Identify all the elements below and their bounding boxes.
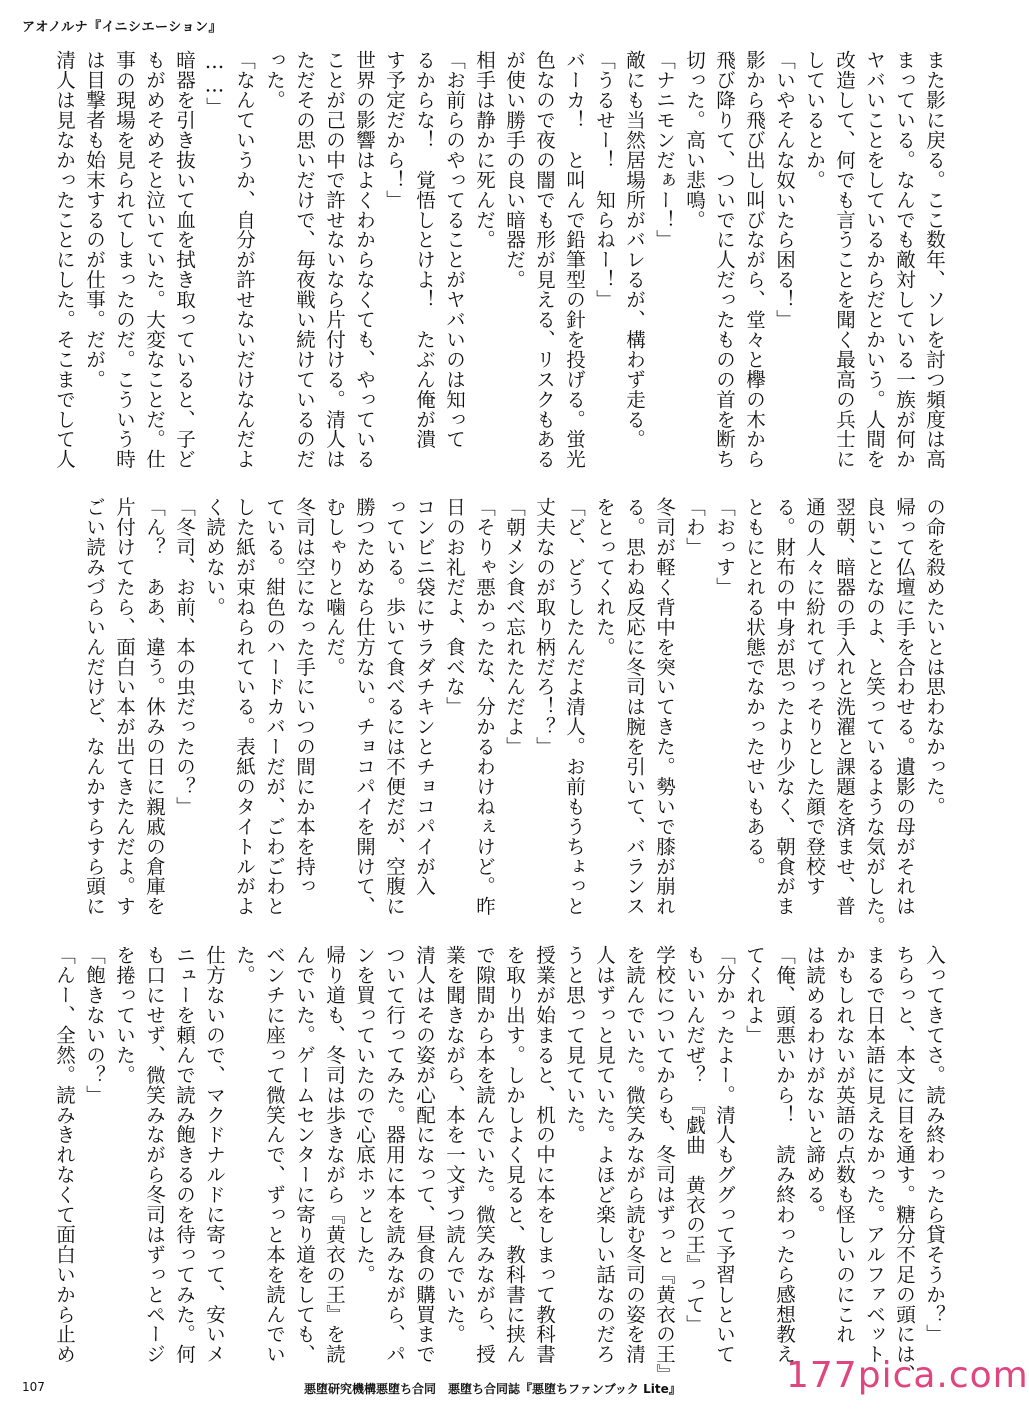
text-column: 飛び降りて、ついでに人だったものの首を断ち	[713, 50, 736, 469]
text-column: 「おっす」	[713, 497, 736, 597]
text-column: 敵にも当然居場所がバレるが、構わず走る。	[623, 50, 646, 449]
text-column: 冬司が軽く背中を突いてきた。勢いで膝が崩れ	[653, 497, 676, 916]
text-column: ごい読みづらいんだけど、なんかすらすら頭に	[83, 497, 106, 916]
text-column: もがめそめそと泣いていた。大変なことだ。仕	[143, 50, 166, 469]
text-column: は読めるわけがないと諦める。	[803, 945, 826, 1225]
text-column: 相手は静かに死んだ。	[473, 50, 496, 250]
text-column: 「飽きないの？」	[83, 945, 106, 1105]
page-number: 107	[22, 1380, 45, 1394]
text-column: んでいた。ゲームセンターに寄り道をしても、	[293, 945, 316, 1364]
text-column: 学校についてからも、冬司はずっと『黄衣の王』	[653, 945, 676, 1384]
text-column: 「俺、頭悪いから！ 読み終わったら感想教え	[773, 945, 796, 1364]
text-column: した紙が束ねられている。表紙のタイトルがよ	[233, 497, 256, 916]
text-column: 世界の影響はよくわからなくても、やっている	[353, 50, 376, 469]
text-column: 「わ」	[683, 497, 706, 557]
text-column: る。思わぬ反応に冬司は腕を引いて、バランス	[623, 497, 646, 916]
text-column: 通の人々に紛れてげっそりとした顔で登校す	[803, 497, 826, 896]
text-column: が使い勝手の良い暗器だ。	[503, 50, 526, 290]
text-column: ている。紺色のハードカバーだが、ごわごわと	[263, 497, 286, 916]
text-column: まっている。なんでも敵対している一族が何か	[893, 50, 916, 469]
text-column: た。	[233, 945, 256, 985]
text-column: 入ってきてさ。読み終わったら貸そうか？」	[923, 945, 946, 1344]
text-column: バーカ！ と叫んで鉛筆型の針を投げる。蛍光	[563, 50, 586, 469]
text-column: むしゃりと噛んだ。	[323, 497, 346, 677]
text-column: の命を殺めたいとは思わなかった。	[923, 497, 946, 817]
text-column: す予定だから！」	[383, 50, 406, 210]
text-column: 清人は見なかったことにした。そこまでして人	[53, 50, 76, 469]
text-column: 色なので夜の闇でも形が見える、リスクもある	[533, 50, 556, 469]
text-column: まるで日本語に見えなかった。アルファベット	[863, 945, 886, 1364]
text-column: ついて行ってみた。器用に本を読みながら、パ	[383, 945, 406, 1364]
text-column: ンを買っていたので心底ホッとした。	[353, 945, 376, 1285]
text-column: は目撃者も始末するのが仕事。だが。	[83, 50, 106, 390]
text-column: 「いやそんな奴いたら困る！」	[773, 50, 796, 330]
text-column: 「ど、どうしたんだよ清人。お前もうちょっと	[563, 497, 586, 916]
text-column: 切った。高い悲鳴。	[683, 50, 706, 230]
text-column: 片付けてたら、面白い本が出てきたんだよ。す	[113, 497, 136, 916]
text-column: また影に戻る。ここ数年、ソレを討つ頻度は高	[923, 50, 946, 469]
text-column: 事の現場を見られてしまったのだ。こういう時	[113, 50, 136, 469]
text-column: 「ん？ ああ、違う。休みの日に親戚の倉庫を	[143, 497, 166, 916]
text-column: っている。歩いて食べるには不便だが、空腹に	[383, 497, 406, 916]
text-column: しているとか。	[803, 50, 826, 190]
text-column: ヤバいことをしているからだとかいう。人間を	[863, 50, 886, 469]
text-column: 「うるせー！ 知らねー！」	[593, 50, 616, 310]
text-tier-middle	[44, 497, 946, 936]
text-column: を取り出す。しかしよく見ると、教科書に挟ん	[503, 945, 526, 1364]
text-column: 「なんていうか、自分が許せないだけなんだよ	[233, 50, 256, 469]
watermark: 177pica.com	[786, 1355, 1029, 1396]
text-column: を読んでいた。微笑みながら読む冬司の姿を清	[623, 945, 646, 1364]
text-column: 「お前らのやってることがヤバいのは知って	[443, 50, 466, 449]
text-column: ともにとれる状態でなかったせいもある。	[743, 497, 766, 877]
text-column: 「そりゃ悪かったな、分かるわけねぇけど。昨	[473, 497, 496, 916]
text-column: 翌朝、暗器の手入れと洗濯と課題を済ませ、普	[833, 497, 856, 916]
text-column: 影から飛び出し叫びながら、堂々と欅の木から	[743, 50, 766, 469]
text-column: 暗器を引き抜いて血を拭き取っていると、子ど	[173, 50, 196, 469]
text-tier-top	[44, 50, 944, 480]
text-column: かもしれないが英語の点数も怪しいのにこれ	[833, 945, 856, 1344]
running-header-title: アオノルナ『イニシエーション』	[22, 20, 223, 35]
text-column: 帰って仏壇に手を合わせる。遺影の母がそれは	[893, 497, 916, 916]
publication-title: 悪堕研究機構悪堕ち合同 悪堕ち合同誌『悪堕ちファンブック Lite』	[304, 1382, 681, 1396]
text-column: 改造して、何でも言うことを聞く最高の兵士に	[833, 50, 856, 469]
text-column: るからな！ 覚悟しとけよ！ たぶん俺が潰	[413, 50, 436, 449]
text-column: 良いことなのよ、と笑っているような気がした。	[863, 497, 886, 936]
text-column: 業を聞きながら、本を一文ずつ読んでいた。	[443, 945, 466, 1344]
text-column: ことが己の中で許せないなら片付ける。清人は	[323, 50, 346, 469]
text-column: ただその思いだけで、毎夜戦い続けているのだ	[293, 50, 316, 469]
text-column: 仕方ないので、マクドナルドに寄って、安いメ	[203, 945, 226, 1364]
text-column: 丈夫なのが取り柄だろ！？」	[533, 497, 556, 757]
text-tier-bottom	[44, 945, 946, 1384]
text-column: 「冬司、お前、本の虫だったの？」	[173, 497, 196, 817]
text-column: 人はずっと見ていた。よほど楽しい話なのだろ	[593, 945, 616, 1364]
text-column: 冬司は空になった手にいつの間にか本を持っ	[293, 497, 316, 896]
text-column: をとってくれた。	[593, 497, 616, 657]
text-column: も口にせず、微笑みながら冬司はずっとページ	[143, 945, 166, 1364]
text-column: ちらっと、本文に目を通す。糖分不足の頭には、	[893, 945, 916, 1384]
text-column: く読めない。	[203, 497, 226, 617]
text-column: 勝つためなら仕方ない。チョコパイを開けて、	[353, 497, 376, 916]
text-column: 清人はその姿が心配になって、昼食の購買まで	[413, 945, 436, 1364]
text-column: 「ナニモンだぁー！」	[653, 50, 676, 250]
text-column: る。財布の中身が思ったより少なく、朝食がま	[773, 497, 796, 916]
text-column: 授業が始まると、机の中に本をしまって教科書	[533, 945, 556, 1364]
text-column: ニューを頼んで読み飽きるのを待ってみた。何	[173, 945, 196, 1364]
text-column: うと思って見ていた。	[563, 945, 586, 1145]
text-column: ……」	[203, 50, 226, 117]
text-column: 日のお礼だよ、食べな」	[443, 497, 466, 717]
text-column: 「んー、全然。読みきれなくて面白いから止め	[53, 945, 76, 1364]
text-column: で隙間から本を読んでいた。微笑みながら、授	[473, 945, 496, 1364]
text-column: 帰り道も、冬司は歩きながら『黄衣の王』を読	[323, 945, 346, 1364]
text-column: 「分かったよー。清人もググって予習しといて	[713, 945, 736, 1364]
text-column: 「朝メシ食べ忘れたんだよ」	[503, 497, 526, 757]
text-column: コンビニ袋にサラダチキンとチョコパイが入	[413, 497, 436, 896]
text-column: った。	[263, 50, 286, 110]
text-column: もいいんだぜ？ 『戯曲 黄衣の王』って」	[683, 945, 706, 1335]
text-column: を捲っていた。	[113, 945, 136, 1085]
text-column: てくれよ」	[743, 945, 766, 1045]
text-column: ベンチに座って微笑んで、ずっと本を読んでい	[263, 945, 286, 1364]
